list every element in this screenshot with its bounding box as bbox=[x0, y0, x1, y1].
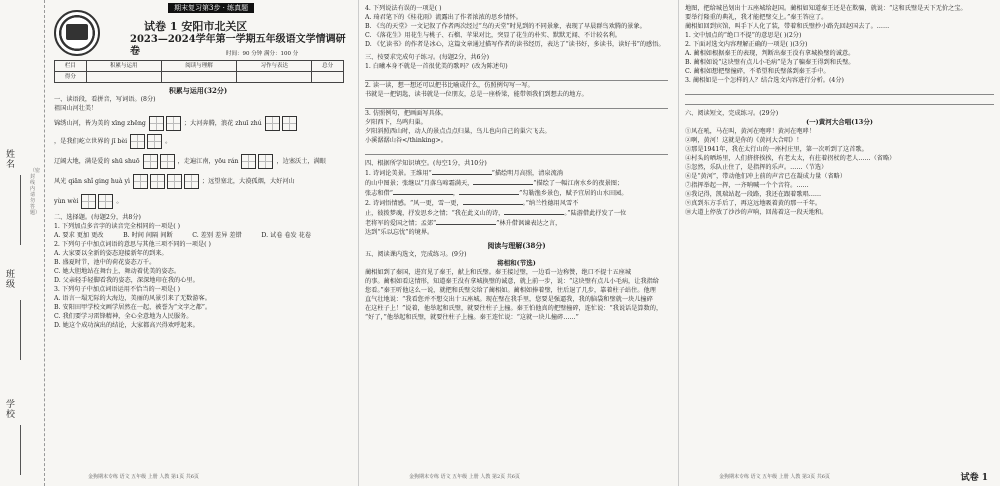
score-header: 阅读与理解 bbox=[161, 61, 236, 72]
pinyin-text: 锦绣山河，皆为美的 xīng zhēng bbox=[54, 120, 146, 127]
option[interactable]: A. 大家要以全新的姿态迎接新年的到来。 bbox=[54, 250, 168, 257]
answer-box[interactable] bbox=[282, 116, 297, 131]
trial-number: 试卷 1 bbox=[960, 473, 988, 483]
passage-line: 地图，把给城邑划出十五座城给赵国。蔺相如知道秦王还是在欺骗，就说：“这和氏璧是天下无价之宝。 bbox=[685, 5, 967, 12]
question-stem: 3. 仿照例句，把画面写具体。 bbox=[365, 110, 448, 117]
answer-line[interactable] bbox=[365, 71, 668, 81]
class-line bbox=[20, 300, 21, 360]
fill-text: 老将军的爱国之情；孟郊“ bbox=[365, 220, 437, 227]
answer-box[interactable] bbox=[143, 154, 158, 169]
option[interactable]: A. 语言一塌无际的大海边，美丽的风景引来了无数游客。 bbox=[54, 295, 211, 302]
pinyin-row bbox=[54, 134, 342, 149]
fill-line: 达到“乐以忘忧”的境界。 bbox=[365, 229, 434, 236]
answer-box[interactable] bbox=[149, 116, 164, 131]
fill-text: 2. 诗词悟情感。“风一更，雪一更， bbox=[365, 200, 463, 207]
column-1 bbox=[48, 0, 346, 486]
answer-box[interactable] bbox=[98, 194, 113, 209]
question-stem: 1. 文中加点的“绝口不提”的意思是( )(2分) bbox=[685, 32, 802, 39]
answer-box[interactable] bbox=[133, 174, 148, 189]
passage-para: ②啊，黄河！这就是你的《黄河大合唱》！ bbox=[685, 137, 803, 144]
publisher-logo bbox=[54, 10, 100, 56]
page-footer: 金狗期末专练 语文 五年级 上册 人教 第2页 共6页 bbox=[409, 474, 520, 480]
name-line bbox=[20, 175, 21, 245]
blank[interactable] bbox=[473, 178, 533, 185]
fill-text: 。”纳兰性德用风雪不 bbox=[522, 200, 579, 207]
question-title: 一、读语段，看拼音，写词语。(8分) bbox=[54, 96, 156, 103]
fill-text: 止，彼拨梦魂，抒发思乡之情；“我在此义山的诗， bbox=[365, 210, 505, 217]
question-stem: 1. 下列加点多音字的读音完全相同的一项是( ) bbox=[54, 223, 181, 230]
pinyin-text: ；远望塞北，大漠孤烟，大好河山 bbox=[201, 178, 295, 185]
fill-line bbox=[365, 218, 668, 228]
name-label: 姓名 bbox=[6, 150, 16, 170]
fill-line bbox=[365, 198, 668, 208]
blank[interactable] bbox=[459, 188, 519, 195]
passage-line: “好了，”他举起和氏璧，就要往柱子上撞。秦王连忙说：“这就一块儿撞碎……” bbox=[365, 314, 579, 321]
section-title: 积累与运用(32分) bbox=[168, 86, 228, 95]
pinyin-row bbox=[54, 174, 342, 189]
example-line: 夕阳斜照西山时，动人的景点点点归巢，鸟儿也向自己的巢穴飞去。 bbox=[365, 128, 551, 135]
fill-text: 1. 诗词论美景。王维用“ bbox=[365, 170, 432, 177]
blank[interactable] bbox=[436, 218, 496, 225]
passage-line: 蔺相如回到宾馆，叫手下人化了装，带着和氏璧抄小路先回赵国去了。…… bbox=[685, 23, 890, 30]
score-header: 习作与表达 bbox=[237, 61, 312, 72]
paper-title: 试卷 1 安阳市北关区 bbox=[144, 20, 248, 33]
school-label: 学校 bbox=[6, 400, 16, 420]
passage-line: 要举行隆重的典礼，我才能把璧交上。”秦王答应了。 bbox=[685, 14, 828, 21]
answer-box[interactable] bbox=[258, 154, 273, 169]
option[interactable]: A. 要求 更加 更改 bbox=[54, 232, 104, 239]
option-row bbox=[54, 231, 342, 240]
fill-text: 的山中图景；张继以“月落乌啼霜满天， bbox=[365, 180, 474, 187]
blank[interactable] bbox=[432, 168, 492, 175]
score-table bbox=[54, 60, 344, 83]
pinyin-row bbox=[54, 116, 342, 131]
score-header: 总分 bbox=[312, 61, 344, 72]
passage-line: 直气壮地说：“我看您并不想交出十五座城。现在璧在我手里，您要是强逼我，我的脑袋和璧就一块儿撞碎 bbox=[365, 296, 653, 303]
pinyin-text: 。 bbox=[116, 198, 123, 205]
question-title: 六、阅读短文，完成练习。(29分) bbox=[685, 110, 779, 117]
score-header: 栏目 bbox=[55, 61, 87, 72]
option[interactable]: D. 父亲轻手轻脚看我的姿态，深深地印在我的心里。 bbox=[54, 277, 199, 284]
fill-text: ”勾勒渔乡景色，赋予宜居的山水田园。 bbox=[519, 190, 628, 197]
pinyin-text: ，走遍江南，yōu rán bbox=[177, 158, 239, 165]
passage-line: 的事。蔺相如看这情形，知道秦王没有拿城换璧的诚意，就上前一步，说：“这块璧有点儿小毛病，让我指给 bbox=[365, 278, 659, 285]
fill-line bbox=[365, 178, 668, 188]
passage-para: ⑥是“黄河”，带动他们冲上前的声音已在凝成力量（省略） bbox=[685, 173, 847, 180]
answer-box[interactable] bbox=[160, 154, 175, 169]
passage-line: 蔺相如到了秦国，进宫见了秦王，献上和氏璧。秦王接过璧，一边看一边称赞，绝口不提十五座城 bbox=[365, 269, 632, 276]
option[interactable]: D. 她这个成功演出的结论，大家都高兴得欢呼起来。 bbox=[54, 322, 199, 329]
fill-text: ”描绘了一幅江南水乡的夜景图； bbox=[533, 180, 624, 187]
fill-text: 张志和借“ bbox=[365, 190, 393, 197]
paper-subtitle: 2023—2024学年第一学期五年级语文学情调研卷 bbox=[130, 34, 346, 57]
pinyin-text: 风光 qiān shǐ ging huà yì bbox=[54, 178, 130, 185]
score-cell[interactable] bbox=[312, 72, 344, 83]
fill-text: ， bbox=[452, 190, 460, 197]
question-stem: 1. 白曦本身不就是一首很优美的歌吗？(改为陈述句) bbox=[365, 63, 508, 70]
question-title: 四、根据所学知识填空。(每空1分，共10分) bbox=[365, 160, 487, 167]
question-title: 二、选择题。(每题2分，共8分) bbox=[54, 214, 141, 221]
passage-title: 将相和(节选) bbox=[497, 259, 536, 267]
pinyin-row bbox=[54, 154, 342, 169]
answer-box[interactable] bbox=[265, 116, 280, 131]
answer-line[interactable] bbox=[365, 99, 668, 109]
answer-box[interactable] bbox=[167, 174, 182, 189]
example-text: 书就是一把钥匙，读书就是一位朋友，总是一座桥梁，能带领我们到想去的地方。 bbox=[365, 91, 588, 98]
seal-note: （密封线内请勿答题） bbox=[30, 168, 41, 216]
review-badge: 期末复习第3步 · 练真题 bbox=[168, 3, 254, 13]
option[interactable]: C. 《落花生》用花生与桃子、石榴、苹果对比，突显了花生的朴实、默默无闻、不计较名利。 bbox=[365, 32, 621, 39]
column-2 bbox=[358, 0, 668, 486]
option[interactable]: C. 我们要学习雷锋精神，全心全意地为人民服务。 bbox=[54, 313, 193, 320]
passage-line: 在这柱子上！”说着，他举起和氏璧，就要往柱子上撞。秦王怕他真的把璧撞碎，连忙说：“我说话是算数的， bbox=[365, 305, 663, 312]
question-title: 三、按要求完成句子练习。(每题2分，共6分) bbox=[365, 54, 490, 61]
option[interactable]: D. 试卷 卷发 花卷 bbox=[261, 232, 312, 239]
class-label: 班级 bbox=[6, 270, 16, 290]
blank[interactable] bbox=[393, 188, 453, 195]
page-footer: 金狗期末专练 语文 五年级 上册 人教 第1页 共6页 bbox=[88, 474, 199, 480]
passage-line: 祖国山河壮美！ bbox=[54, 105, 98, 112]
fill-text: ”林升借讽谏表达之言， bbox=[496, 220, 562, 227]
passage-para: ⑨真到东方手后了，再这远地吸着黄的那一千年。 bbox=[685, 200, 822, 207]
blank[interactable] bbox=[504, 208, 564, 215]
example-line: 夕阳西下，鸟鸣归巢。 bbox=[365, 119, 427, 126]
passage-para: ⑦指挥举起一挥，一齐呐喊一个个音符。…… bbox=[685, 182, 809, 189]
option[interactable]: B. 《鸟的天堂》一文记叙了作者两次经过“鸟的天堂”时见到的不同景象，表现了早晨群鸟欢腾的景象。 bbox=[365, 23, 646, 30]
passage-para: ①风在吼，马在叫，黄河在咆哮！黄河在咆哮！ bbox=[685, 128, 815, 135]
school-line bbox=[20, 425, 21, 475]
question-stem: 2. 读一读，想一想还可以把书比喻成什么，仿照例句写一写。 bbox=[365, 82, 534, 89]
answer-box[interactable] bbox=[81, 194, 96, 209]
option[interactable]: A. 琦君笔下的《桂花雨》流露出了作者浓浓的思乡情怀。 bbox=[365, 14, 522, 21]
passage-para: ③那是1941年，我在太行山的一座村庄里，第一次听到了这首歌。 bbox=[685, 146, 868, 153]
question-stem: 3. 蔺相如是一个怎样的人？结合选文内容进行分析。(4分) bbox=[685, 77, 844, 84]
pinyin-text: yùn wèi bbox=[54, 198, 79, 205]
option[interactable]: B. 蔺相如说“这块璧有点儿小毛病”是为了骗秦王得到和氏璧。 bbox=[685, 59, 855, 66]
option[interactable]: B. 时间 间隔 间断 bbox=[123, 232, 173, 239]
question-stem: 2. 下列句子中加点词语的意思与其他三项不同的一项是( ) bbox=[54, 241, 211, 248]
pinyin-text: 辽阔大地，满是爱的 shū shuō bbox=[54, 158, 140, 165]
section-1-block bbox=[54, 86, 342, 330]
score-cell[interactable] bbox=[86, 72, 161, 83]
option[interactable]: B. 盛夏时节，池中的荷花姿态万千。 bbox=[54, 259, 156, 266]
score-cell[interactable] bbox=[161, 72, 236, 83]
score-cell[interactable] bbox=[237, 72, 312, 83]
section-title: 阅读与理解(38分) bbox=[487, 241, 546, 250]
answer-box[interactable] bbox=[150, 174, 165, 189]
logo-book-icon bbox=[66, 24, 88, 40]
answer-box[interactable] bbox=[241, 154, 256, 169]
option[interactable]: C. 她大胆地站在舞台上，舞动着优美的姿态。 bbox=[54, 268, 181, 275]
score-header: 积累与运用 bbox=[86, 61, 161, 72]
option[interactable]: D. 《忆读书》的作者是冰心，这篇文章通过描写作者的读书经历，表达了“读书好，多读书，读好书”的感悟。 bbox=[365, 41, 665, 48]
page-footer: 金狗期末专练 语文 五年级 上册 人教 第3页 共6页 bbox=[719, 474, 830, 480]
passage-para: ⑤忽然，乐队止住了，是指挥的乐声。……（节选） bbox=[685, 164, 828, 171]
answer-box[interactable] bbox=[130, 134, 145, 149]
answer-line[interactable] bbox=[685, 85, 994, 95]
option[interactable]: A. 蔺相如根据秦王的表现，判断出秦王没有拿城换璧的诚意。 bbox=[685, 50, 855, 57]
answer-line[interactable] bbox=[365, 145, 668, 155]
score-row-label: 得分 bbox=[55, 72, 87, 83]
fill-line bbox=[365, 208, 668, 218]
binding-margin bbox=[0, 0, 45, 486]
option[interactable]: C. 差别 差异 差错 bbox=[192, 232, 242, 239]
pinyin-text: ；大河奔腾，浪花 zhuī zhú bbox=[183, 120, 262, 127]
pinyin-text: ，边塞沃土，满眼 bbox=[276, 158, 326, 165]
pinyin-row bbox=[54, 194, 342, 209]
passage-para: ④村头的晒场里，人们挤挤挨挨，有老太太，有拄着拐杖的老人……（省略） bbox=[685, 155, 896, 162]
answer-line[interactable] bbox=[685, 95, 994, 105]
example-line: 小溪潺潺山谷</thinking>。 bbox=[365, 137, 447, 144]
paper-meta: 时间：90 分钟 满分：100 分 bbox=[226, 51, 299, 57]
pinyin-text: 。 bbox=[165, 138, 172, 145]
answer-box[interactable] bbox=[184, 174, 199, 189]
passage-para: ⑧我记得，凯瑞站起一段路，我还在跟着歌唱…… bbox=[685, 191, 822, 198]
fill-line bbox=[365, 188, 668, 198]
pinyin-text: ，是我们屹立世界的 jī bèi bbox=[54, 138, 128, 145]
answer-box[interactable] bbox=[166, 116, 181, 131]
answer-box[interactable] bbox=[147, 134, 162, 149]
option[interactable]: B. 安阳田甲学校文画学居然在一起，被誉为“文字之都”。 bbox=[54, 304, 212, 311]
question-stem: 3. 下列句子中加点词语运用不恰当的一项是( ) bbox=[54, 286, 181, 293]
passage-para: ⑩大道上停放了沙沙的声响，回荡着这一段天地和。 bbox=[685, 209, 828, 216]
question-title: 五、阅读课内选文，完成练习。(9分) bbox=[365, 251, 467, 258]
passage-line: 您看。”秦王听他这么一说，就把和氏璧交给了蔺相如。蔺相如捧着璧，往后退了几步，靠着柱子站住。他理 bbox=[365, 287, 656, 294]
option[interactable]: C. 蔺相如想把璧撞碎，不希望和氏璧落到秦王手中。 bbox=[685, 68, 830, 75]
fill-text: 。”陆游借此抒发了一位 bbox=[564, 210, 627, 217]
blank[interactable] bbox=[463, 198, 523, 205]
question-stem: 4. 下列说法有误的一项是( ) bbox=[365, 5, 442, 12]
fill-line bbox=[365, 168, 668, 178]
question-stem: 2. 下面对选文内容理解正确的一项是( )(3分) bbox=[685, 41, 808, 48]
fill-text: ”描绘明月高照，清泉流淌 bbox=[491, 170, 563, 177]
column-3 bbox=[678, 0, 994, 486]
passage-title: (一)黄河大合唱(13分) bbox=[806, 118, 873, 126]
